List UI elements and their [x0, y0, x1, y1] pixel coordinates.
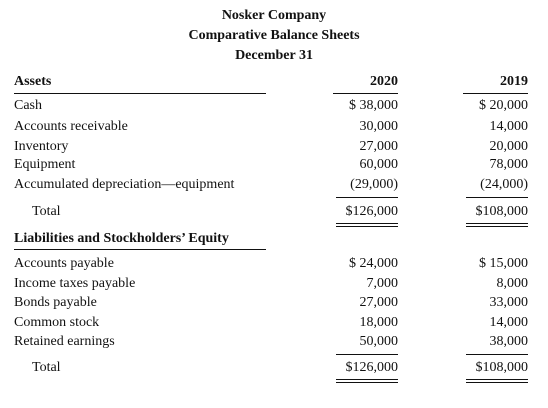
total-double-rule-2019 — [466, 223, 528, 224]
liability-row-2020: 7,000 — [366, 276, 398, 291]
asset-row-2020: $ 38,000 — [349, 98, 398, 113]
total-double-rule-2019 — [466, 379, 528, 380]
asset-row-2019: (24,000) — [480, 177, 528, 192]
asset-row-2019: 20,000 — [489, 139, 528, 154]
subtotal-rule-2020 — [336, 197, 398, 198]
asset-row-2019: 14,000 — [489, 119, 528, 134]
liability-row-label: Bonds payable — [14, 295, 97, 310]
statement-date: December 31 — [235, 48, 313, 63]
liabilities-total-2019: $108,000 — [475, 360, 528, 375]
assets-heading: Assets — [14, 74, 52, 89]
liability-row-2019: 38,000 — [489, 334, 528, 349]
subtotal-rule-2019 — [466, 354, 528, 355]
column-header-2020: 2020 — [370, 74, 398, 89]
asset-row-2019: 78,000 — [489, 157, 528, 172]
assets-total-2020: $126,000 — [345, 204, 398, 219]
liability-row-2019: 8,000 — [496, 276, 528, 291]
company-name: Nosker Company — [221, 8, 327, 23]
total-double-rule-2019 — [466, 226, 528, 227]
liability-row-label: Income taxes payable — [14, 276, 136, 291]
subtotal-rule-2019 — [466, 197, 528, 198]
column-header-2020-rule — [333, 93, 398, 94]
asset-row-2019: $ 20,000 — [479, 98, 528, 113]
assets-heading-rule — [14, 93, 266, 94]
asset-row-label: Inventory — [14, 139, 69, 154]
asset-row-2020: (29,000) — [350, 177, 398, 192]
liability-row-2019: 33,000 — [489, 295, 528, 310]
column-header-2019: 2019 — [500, 74, 528, 89]
subtotal-rule-2020 — [336, 354, 398, 355]
liabilities-total-label: Total — [32, 360, 61, 375]
liability-row-2020: $ 24,000 — [349, 256, 398, 271]
asset-row-2020: 30,000 — [359, 119, 398, 134]
total-double-rule-2020 — [336, 379, 398, 380]
liability-row-2020: 18,000 — [359, 315, 398, 330]
asset-row-label: Equipment — [14, 157, 76, 172]
asset-row-2020: 27,000 — [359, 139, 398, 154]
asset-row-label: Accumulated depreciation—equipment — [14, 177, 235, 192]
total-double-rule-2020 — [336, 382, 398, 383]
liability-row-2020: 50,000 — [359, 334, 398, 349]
asset-row-label: Accounts receivable — [14, 119, 128, 134]
liability-row-label: Common stock — [14, 315, 100, 330]
liabilities-total-2020: $126,000 — [345, 360, 398, 375]
liabilities-heading: Liabilities and Stockholders’ Equity — [14, 231, 229, 246]
total-double-rule-2019 — [466, 382, 528, 383]
total-double-rule-2020 — [336, 223, 398, 224]
assets-total-2019: $108,000 — [475, 204, 528, 219]
liability-row-2019: 14,000 — [489, 315, 528, 330]
column-header-2019-rule — [463, 93, 528, 94]
liability-row-2020: 27,000 — [359, 295, 398, 310]
liability-row-label: Accounts payable — [14, 256, 114, 271]
statement-title: Comparative Balance Sheets — [188, 28, 360, 43]
liability-row-2019: $ 15,000 — [479, 256, 528, 271]
liability-row-label: Retained earnings — [14, 334, 115, 349]
asset-row-label: Cash — [14, 98, 42, 113]
liabilities-heading-rule — [14, 249, 266, 250]
assets-total-label: Total — [32, 204, 61, 219]
asset-row-2020: 60,000 — [359, 157, 398, 172]
total-double-rule-2020 — [336, 226, 398, 227]
